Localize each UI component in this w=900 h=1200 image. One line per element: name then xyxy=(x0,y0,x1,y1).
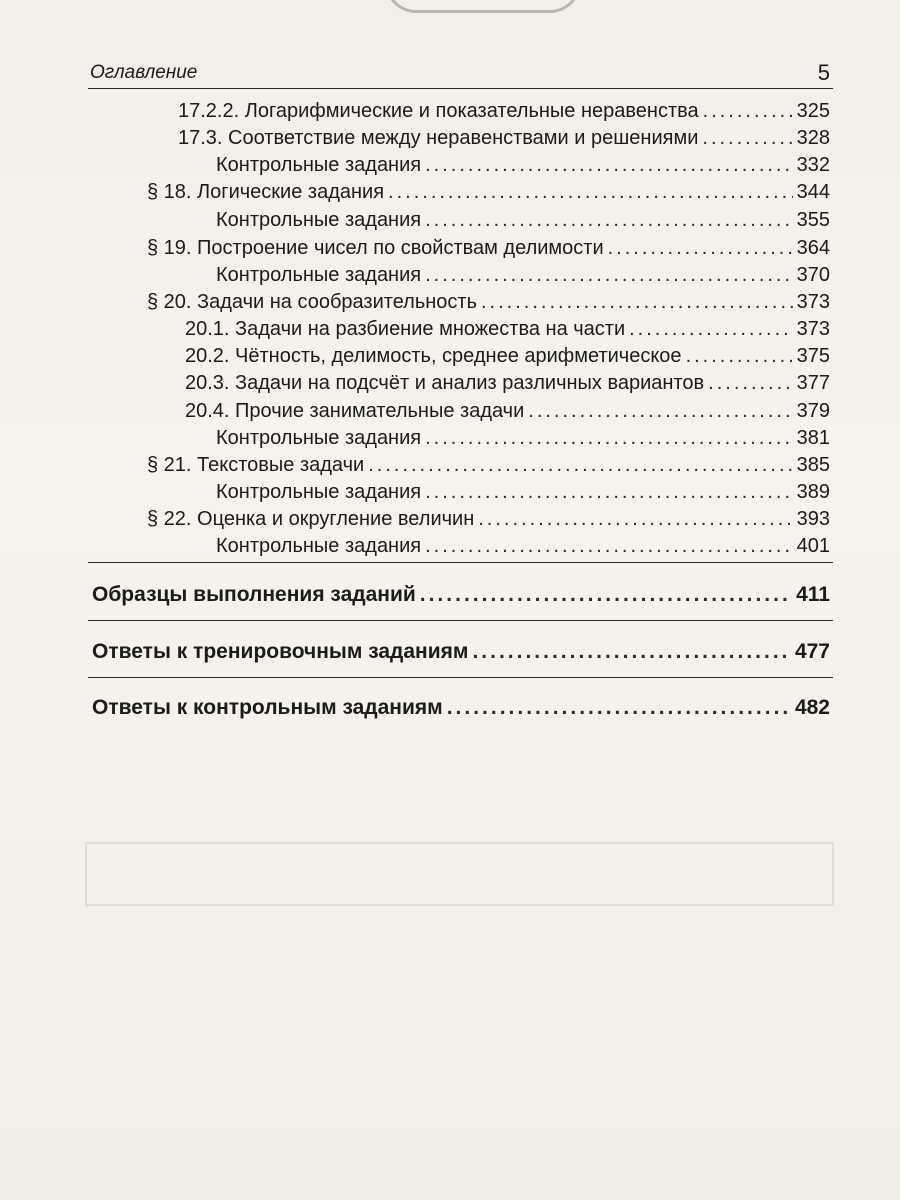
toc-entry-label: Контрольные задания xyxy=(216,209,422,231)
toc-entry-page: 355 xyxy=(796,209,830,231)
toc-entry-label: § 19. Построение чисел по свойствам делимости xyxy=(147,237,604,259)
toc-entry[interactable] xyxy=(185,345,830,375)
toc-entry[interactable] xyxy=(216,264,830,294)
toc-entry-page: 377 xyxy=(796,372,830,394)
toc-entry-page: 393 xyxy=(796,508,830,530)
toc-entry-label: 20.2. Чётность, делимость, среднее арифметическое xyxy=(185,345,682,367)
section-divider xyxy=(88,562,833,563)
toc-entry-page: 325 xyxy=(796,100,830,122)
dot-leader xyxy=(425,209,793,232)
toc-entry[interactable] xyxy=(147,508,830,538)
toc-entry-major[interactable] xyxy=(92,696,830,726)
toc-entry-page: 373 xyxy=(796,291,830,313)
toc-entry[interactable] xyxy=(185,400,830,430)
toc-entry-major[interactable] xyxy=(92,583,830,613)
toc-entry-label: Контрольные задания xyxy=(216,427,422,449)
toc-entry-page: 364 xyxy=(796,237,830,259)
dot-leader xyxy=(608,237,793,260)
toc-entry-page: 381 xyxy=(796,427,830,449)
toc-entry-major[interactable] xyxy=(92,640,830,670)
dot-leader xyxy=(708,372,792,395)
dot-leader xyxy=(447,696,791,720)
dot-leader xyxy=(420,583,792,607)
toc-entry[interactable] xyxy=(216,209,830,239)
toc-entry[interactable] xyxy=(147,454,830,484)
toc-entry-label: 20.4. Прочие занимательные задачи xyxy=(185,400,525,422)
toc-entry[interactable] xyxy=(185,318,830,348)
toc-entry-page: 328 xyxy=(796,127,830,149)
dot-leader xyxy=(528,400,792,423)
toc-entry-label: Контрольные задания xyxy=(216,481,422,503)
toc-entry[interactable] xyxy=(185,372,830,402)
dot-leader xyxy=(425,264,793,287)
toc-entry[interactable] xyxy=(216,427,830,457)
toc-entry-label: § 18. Логические задания xyxy=(147,181,385,203)
toc-entry[interactable] xyxy=(178,127,830,157)
toc-entry-label: Контрольные задания xyxy=(216,154,422,176)
toc-entry-page: 385 xyxy=(796,454,830,476)
toc-entry[interactable] xyxy=(147,181,830,211)
toc-entry-label: Ответы к контрольным заданиям xyxy=(92,696,443,719)
dot-leader xyxy=(425,427,793,450)
dot-leader xyxy=(472,640,791,664)
toc-entry-label: Контрольные задания xyxy=(216,264,422,286)
toc-entry[interactable] xyxy=(178,100,830,130)
page-number: 5 xyxy=(817,60,830,85)
dot-leader xyxy=(388,181,793,204)
dot-leader xyxy=(481,291,793,314)
dot-leader xyxy=(686,345,793,368)
section-divider xyxy=(88,677,833,678)
dot-leader xyxy=(425,481,793,504)
toc-entry-page: 332 xyxy=(796,154,830,176)
toc-entry-page: 370 xyxy=(796,264,830,286)
toc-entry-page: 411 xyxy=(796,583,830,606)
toc-entry-label: § 22. Оценка и округление величин xyxy=(147,508,475,530)
toc-entry-page: 373 xyxy=(796,318,830,340)
toc-entry-page: 344 xyxy=(796,181,830,203)
dot-leader xyxy=(425,535,793,558)
toc-entry-page: 379 xyxy=(796,400,830,422)
dot-leader xyxy=(368,454,792,477)
toc-entry-page: 375 xyxy=(796,345,830,367)
dot-leader xyxy=(703,100,793,123)
running-head-title: Оглавление xyxy=(90,62,198,83)
toc-entry-label: 20.1. Задачи на разбиение множества на части xyxy=(185,318,626,340)
section-divider xyxy=(88,620,833,621)
toc-entry-label: Образцы выполнения заданий xyxy=(92,583,416,606)
toc-entry-label: 20.3. Задачи на подсчёт и анализ различных вариантов xyxy=(185,372,705,394)
toc-entry[interactable] xyxy=(147,291,830,321)
toc-entry-page: 477 xyxy=(794,640,830,663)
toc-entry-label: Ответы к тренировочным заданиям xyxy=(92,640,469,663)
dot-leader xyxy=(478,508,792,531)
toc-entry[interactable] xyxy=(216,481,830,511)
toc-entry[interactable] xyxy=(216,535,830,565)
toc-entry-page: 482 xyxy=(794,696,830,719)
toc-entry-page: 401 xyxy=(796,535,830,557)
toc-entry-label: § 21. Текстовые задачи xyxy=(147,454,365,476)
toc-entry-label: 17.3. Соответствие между неравенствами и решениями xyxy=(178,127,699,149)
toc-entry-page: 389 xyxy=(796,481,830,503)
toc-entry[interactable] xyxy=(147,237,830,267)
dot-leader xyxy=(702,127,792,150)
toc-entry-label: § 20. Задачи на сообразительность xyxy=(147,291,477,313)
toc-entry-label: Контрольные задания xyxy=(216,535,422,557)
toc-entry[interactable] xyxy=(216,154,830,184)
dot-leader xyxy=(425,154,793,177)
toc-entry-label: 17.2.2. Логарифмические и показательные неравенства xyxy=(178,100,699,122)
dot-leader xyxy=(629,318,793,341)
